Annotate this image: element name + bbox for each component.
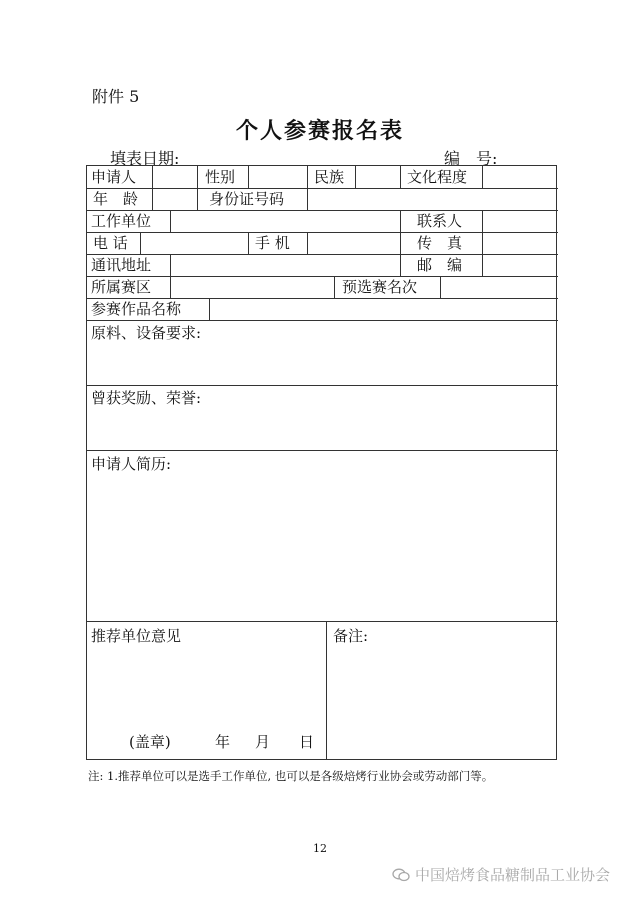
employer-label: 工作单位 bbox=[91, 212, 152, 230]
resume-label: 申请人简历: bbox=[91, 455, 172, 473]
row-divider bbox=[87, 621, 558, 622]
recommend-label: 推荐单位意见 bbox=[91, 627, 182, 645]
attachment-label: 附件 5 bbox=[92, 87, 140, 106]
age-label: 年 龄 bbox=[93, 190, 139, 208]
fill-date-label: 填表日期: bbox=[110, 149, 180, 168]
phone-label: 电 话 bbox=[93, 234, 128, 252]
wechat-icon bbox=[392, 868, 410, 882]
awards-label: 曾获奖励、荣誉: bbox=[91, 389, 202, 407]
applicant-label: 申请人 bbox=[91, 168, 137, 186]
col-divider bbox=[334, 276, 335, 298]
postcode-label: 邮 编 bbox=[417, 256, 463, 274]
col-divider bbox=[355, 166, 356, 188]
col-divider bbox=[307, 188, 308, 210]
col-divider bbox=[197, 166, 198, 188]
col-divider bbox=[482, 254, 483, 276]
fax-label: 传 真 bbox=[417, 234, 463, 252]
row-divider bbox=[87, 210, 558, 211]
education-label: 文化程度 bbox=[407, 168, 468, 186]
col-divider bbox=[197, 188, 198, 210]
serial-number-label: 编 号: bbox=[444, 149, 498, 168]
col-divider bbox=[248, 166, 249, 188]
region-label: 所属赛区 bbox=[91, 278, 152, 296]
col-divider bbox=[170, 254, 171, 276]
row-divider bbox=[87, 254, 558, 255]
row-divider bbox=[87, 188, 558, 189]
col-divider bbox=[152, 166, 153, 188]
col-divider bbox=[400, 210, 401, 232]
col-divider bbox=[400, 254, 401, 276]
row-divider bbox=[87, 276, 558, 277]
ethnicity-label: 民族 bbox=[314, 168, 345, 186]
row-divider bbox=[87, 385, 558, 386]
col-divider bbox=[482, 232, 483, 254]
materials-label: 原料、设备要求: bbox=[91, 324, 202, 342]
col-divider bbox=[482, 166, 483, 188]
watermark bbox=[392, 864, 610, 885]
col-divider bbox=[307, 166, 308, 188]
seal-label: (盖章) bbox=[129, 733, 171, 751]
registration-form-table bbox=[86, 165, 557, 760]
watermark-text: 中国焙烤食品糖制品工业协会 bbox=[415, 866, 611, 884]
col-divider bbox=[248, 232, 249, 254]
col-divider bbox=[326, 621, 327, 760]
col-divider bbox=[440, 276, 441, 298]
col-divider bbox=[307, 232, 308, 254]
day-label: 日 bbox=[299, 733, 315, 751]
col-divider bbox=[170, 276, 171, 298]
footnote: 注: 1.推荐单位可以是选手工作单位, 也可以是各级焙烤行业协会或劳动部门等。 bbox=[88, 769, 494, 783]
contact-person-label: 联系人 bbox=[417, 212, 463, 230]
gender-label: 性别 bbox=[205, 168, 236, 186]
col-divider bbox=[400, 232, 401, 254]
row-divider bbox=[87, 320, 558, 321]
row-divider bbox=[87, 232, 558, 233]
col-divider bbox=[140, 232, 141, 254]
col-divider bbox=[482, 210, 483, 232]
id-number-label: 身份证号码 bbox=[209, 190, 285, 208]
month-label: 月 bbox=[255, 733, 271, 751]
form-title: 个人参赛报名表 bbox=[235, 118, 404, 144]
mobile-label: 手 机 bbox=[255, 234, 290, 252]
address-label: 通讯地址 bbox=[91, 256, 152, 274]
preliminary-rank-label: 预选赛名次 bbox=[342, 278, 418, 296]
remarks-label: 备注: bbox=[333, 627, 369, 645]
col-divider bbox=[209, 298, 210, 320]
col-divider bbox=[170, 210, 171, 232]
col-divider bbox=[152, 188, 153, 210]
work-name-label: 参赛作品名称 bbox=[91, 300, 182, 318]
row-divider bbox=[87, 450, 558, 451]
page-number: 12 bbox=[313, 842, 327, 855]
year-label: 年 bbox=[215, 733, 231, 751]
col-divider bbox=[400, 166, 401, 188]
